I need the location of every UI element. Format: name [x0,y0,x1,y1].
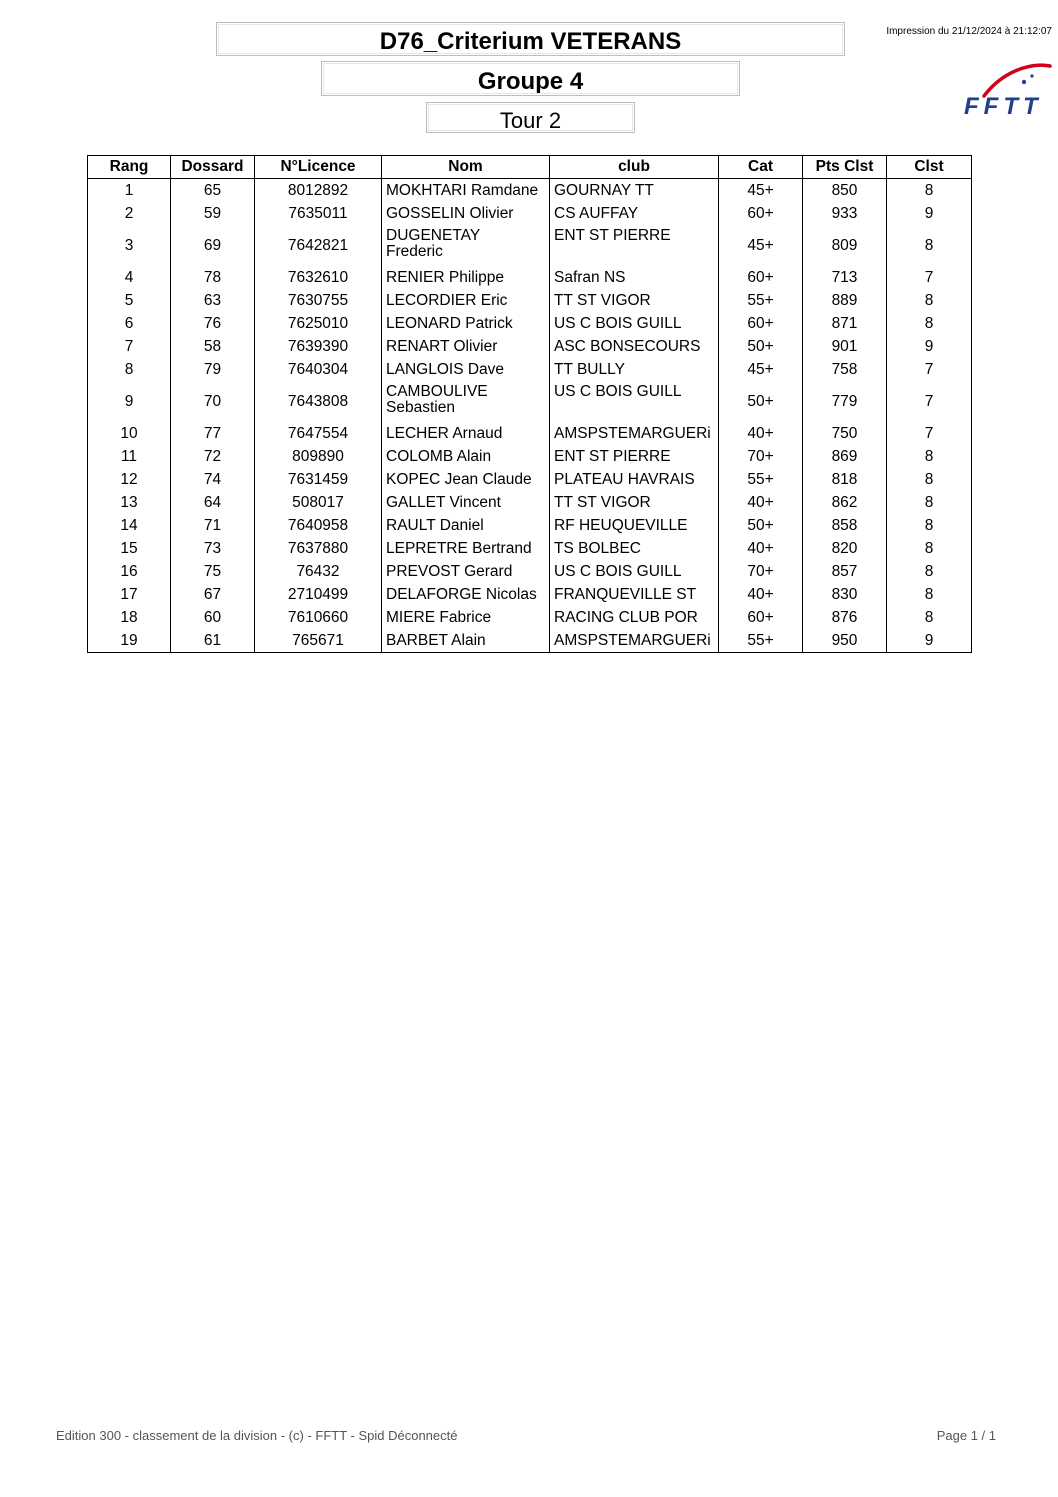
club-cell: TT ST VIGOR [550,289,719,312]
rank-cell: 14 [88,514,171,537]
category-cell: 70+ [719,560,803,583]
ranking-cell: 9 [887,202,972,225]
results-table [87,155,972,653]
points-cell: 858 [803,514,887,537]
footer-page-number: Page 1 / 1 [936,1428,996,1443]
column-header: Cat [719,156,803,179]
round-title [426,102,635,133]
club-cell: US C BOIS GUILL [550,381,719,422]
bib-cell: 65 [171,179,255,203]
category-cell: 45+ [719,179,803,203]
print-timestamp: Impression du 21/12/2024 à 21:12:07 [886,26,1052,37]
table-row [88,445,972,468]
fftt-logo-icon [962,58,1052,118]
name-cell: COLOMB Alain [382,445,550,468]
points-cell: 758 [803,358,887,381]
ranking-cell: 8 [887,289,972,312]
bib-cell: 72 [171,445,255,468]
rank-cell: 7 [88,335,171,358]
name-cell: GOSSELIN Olivier [382,202,550,225]
ranking-cell: 8 [887,312,972,335]
ranking-cell: 9 [887,335,972,358]
bib-cell: 69 [171,225,255,266]
licence-cell: 7639390 [255,335,382,358]
name-cell: BARBET Alain [382,629,550,653]
licence-cell: 7625010 [255,312,382,335]
table-row [88,312,972,335]
table-row [88,289,972,312]
bib-cell: 74 [171,468,255,491]
rank-cell: 5 [88,289,171,312]
name-cell: LANGLOIS Dave [382,358,550,381]
club-cell: GOURNAY TT [550,179,719,203]
document-title [216,22,845,56]
bib-cell: 67 [171,583,255,606]
rank-cell: 15 [88,537,171,560]
ranking-cell: 7 [887,266,972,289]
club-cell: US C BOIS GUILL [550,312,719,335]
name-cell: MOKHTARI Ramdane [382,179,550,203]
club-cell: TT ST VIGOR [550,491,719,514]
rank-cell: 1 [88,179,171,203]
ranking-cell: 7 [887,422,972,445]
ranking-cell: 8 [887,179,972,203]
rank-cell: 10 [88,422,171,445]
licence-cell: 8012892 [255,179,382,203]
rank-cell: 16 [88,560,171,583]
rank-cell: 19 [88,629,171,653]
bib-cell: 71 [171,514,255,537]
ranking-cell: 7 [887,358,972,381]
licence-cell: 7637880 [255,537,382,560]
points-cell: 869 [803,445,887,468]
table-row [88,606,972,629]
table-row [88,629,972,653]
bib-cell: 64 [171,491,255,514]
ranking-cell: 8 [887,606,972,629]
points-cell: 818 [803,468,887,491]
category-cell: 40+ [719,583,803,606]
club-cell: RF HEUQUEVILLE [550,514,719,537]
licence-cell: 7640304 [255,358,382,381]
table-header-row [88,156,972,179]
club-cell: US C BOIS GUILL [550,560,719,583]
bib-cell: 79 [171,358,255,381]
name-cell: RAULT Daniel [382,514,550,537]
licence-cell: 7632610 [255,266,382,289]
category-cell: 60+ [719,266,803,289]
points-cell: 889 [803,289,887,312]
table-row [88,537,972,560]
club-cell: AMSPSTEMARGUERi [550,422,719,445]
group-title [321,61,740,96]
category-cell: 60+ [719,606,803,629]
ranking-cell: 9 [887,629,972,653]
club-cell: FRANQUEVILLE ST [550,583,719,606]
bib-cell: 59 [171,202,255,225]
table-row [88,560,972,583]
rank-cell: 18 [88,606,171,629]
club-cell: AMSPSTEMARGUERi [550,629,719,653]
table-row [88,381,972,422]
ranking-cell: 8 [887,468,972,491]
points-cell: 876 [803,606,887,629]
rank-cell: 8 [88,358,171,381]
rank-cell: 9 [88,381,171,422]
bib-cell: 61 [171,629,255,653]
rank-cell: 4 [88,266,171,289]
category-cell: 40+ [719,537,803,560]
name-cell: KOPEC Jean Claude [382,468,550,491]
licence-cell: 7640958 [255,514,382,537]
document-title-text: D76_Criterium VETERANS [379,28,682,55]
table-row [88,179,972,203]
category-cell: 45+ [719,358,803,381]
licence-cell: 76432 [255,560,382,583]
table-row [88,266,972,289]
name-cell: GALLET Vincent [382,491,550,514]
category-cell: 60+ [719,312,803,335]
ranking-cell: 8 [887,225,972,266]
bib-cell: 73 [171,537,255,560]
name-cell: DUGENETAY Frederic [382,225,550,266]
ranking-cell: 8 [887,537,972,560]
bib-cell: 77 [171,422,255,445]
table-row [88,358,972,381]
category-cell: 50+ [719,381,803,422]
rank-cell: 11 [88,445,171,468]
footer-edition: Edition 300 - classement de la division - (c) - FFTT - Spid Déconnecté [56,1428,458,1443]
category-cell: 50+ [719,514,803,537]
table-row [88,583,972,606]
table-row [88,491,972,514]
club-cell: ENT ST PIERRE [550,225,719,266]
ranking-cell: 7 [887,381,972,422]
category-cell: 60+ [719,202,803,225]
points-cell: 857 [803,560,887,583]
points-cell: 901 [803,335,887,358]
table-row [88,225,972,266]
bib-cell: 70 [171,381,255,422]
category-cell: 70+ [719,445,803,468]
name-cell: LECORDIER Eric [382,289,550,312]
points-cell: 713 [803,266,887,289]
group-title-text: Groupe 4 [477,68,584,95]
name-cell: MIERE Fabrice [382,606,550,629]
points-cell: 850 [803,179,887,203]
licence-cell: 508017 [255,491,382,514]
category-cell: 40+ [719,491,803,514]
licence-cell: 765671 [255,629,382,653]
club-cell: ENT ST PIERRE [550,445,719,468]
table-row [88,335,972,358]
club-cell: PLATEAU HAVRAIS [550,468,719,491]
table-body [88,179,972,653]
ranking-cell: 8 [887,491,972,514]
bib-cell: 78 [171,266,255,289]
category-cell: 40+ [719,422,803,445]
name-cell: DELAFORGE Nicolas [382,583,550,606]
column-header: Rang [88,156,171,179]
bib-cell: 58 [171,335,255,358]
licence-cell: 7631459 [255,468,382,491]
licence-cell: 7630755 [255,289,382,312]
club-cell: RACING CLUB POR [550,606,719,629]
category-cell: 55+ [719,289,803,312]
points-cell: 820 [803,537,887,560]
column-header: Nom [382,156,550,179]
name-cell: RENIER Philippe [382,266,550,289]
logo-text: FFTT [964,93,1043,118]
name-cell: LECHER Arnaud [382,422,550,445]
club-cell: TS BOLBEC [550,537,719,560]
bib-cell: 75 [171,560,255,583]
table-row [88,202,972,225]
category-cell: 55+ [719,629,803,653]
rank-cell: 12 [88,468,171,491]
licence-cell: 7635011 [255,202,382,225]
licence-cell: 7643808 [255,381,382,422]
category-cell: 45+ [719,225,803,266]
ranking-cell: 8 [887,560,972,583]
points-cell: 862 [803,491,887,514]
licence-cell: 7610660 [255,606,382,629]
name-cell: LEPRETRE Bertrand [382,537,550,560]
licence-cell: 809890 [255,445,382,468]
name-cell: CAMBOULIVE Sebastien [382,381,550,422]
category-cell: 50+ [719,335,803,358]
licence-cell: 2710499 [255,583,382,606]
club-cell: CS AUFFAY [550,202,719,225]
points-cell: 809 [803,225,887,266]
points-cell: 750 [803,422,887,445]
category-cell: 55+ [719,468,803,491]
licence-cell: 7647554 [255,422,382,445]
table-row [88,514,972,537]
club-cell: ASC BONSECOURS [550,335,719,358]
ranking-cell: 8 [887,445,972,468]
points-cell: 871 [803,312,887,335]
ranking-cell: 8 [887,514,972,537]
name-cell: PREVOST Gerard [382,560,550,583]
column-header: N°Licence [255,156,382,179]
column-header: Pts Clst [803,156,887,179]
bib-cell: 63 [171,289,255,312]
name-cell: LEONARD Patrick [382,312,550,335]
club-cell: Safran NS [550,266,719,289]
rank-cell: 17 [88,583,171,606]
bib-cell: 60 [171,606,255,629]
column-header: club [550,156,719,179]
points-cell: 830 [803,583,887,606]
rank-cell: 2 [88,202,171,225]
points-cell: 933 [803,202,887,225]
ranking-cell: 8 [887,583,972,606]
rank-cell: 13 [88,491,171,514]
points-cell: 950 [803,629,887,653]
rank-cell: 3 [88,225,171,266]
table-row [88,422,972,445]
column-header: Clst [887,156,972,179]
rank-cell: 6 [88,312,171,335]
bib-cell: 76 [171,312,255,335]
licence-cell: 7642821 [255,225,382,266]
name-cell: RENART Olivier [382,335,550,358]
table-row [88,468,972,491]
column-header: Dossard [171,156,255,179]
round-title-text: Tour 2 [499,108,562,133]
points-cell: 779 [803,381,887,422]
club-cell: TT BULLY [550,358,719,381]
